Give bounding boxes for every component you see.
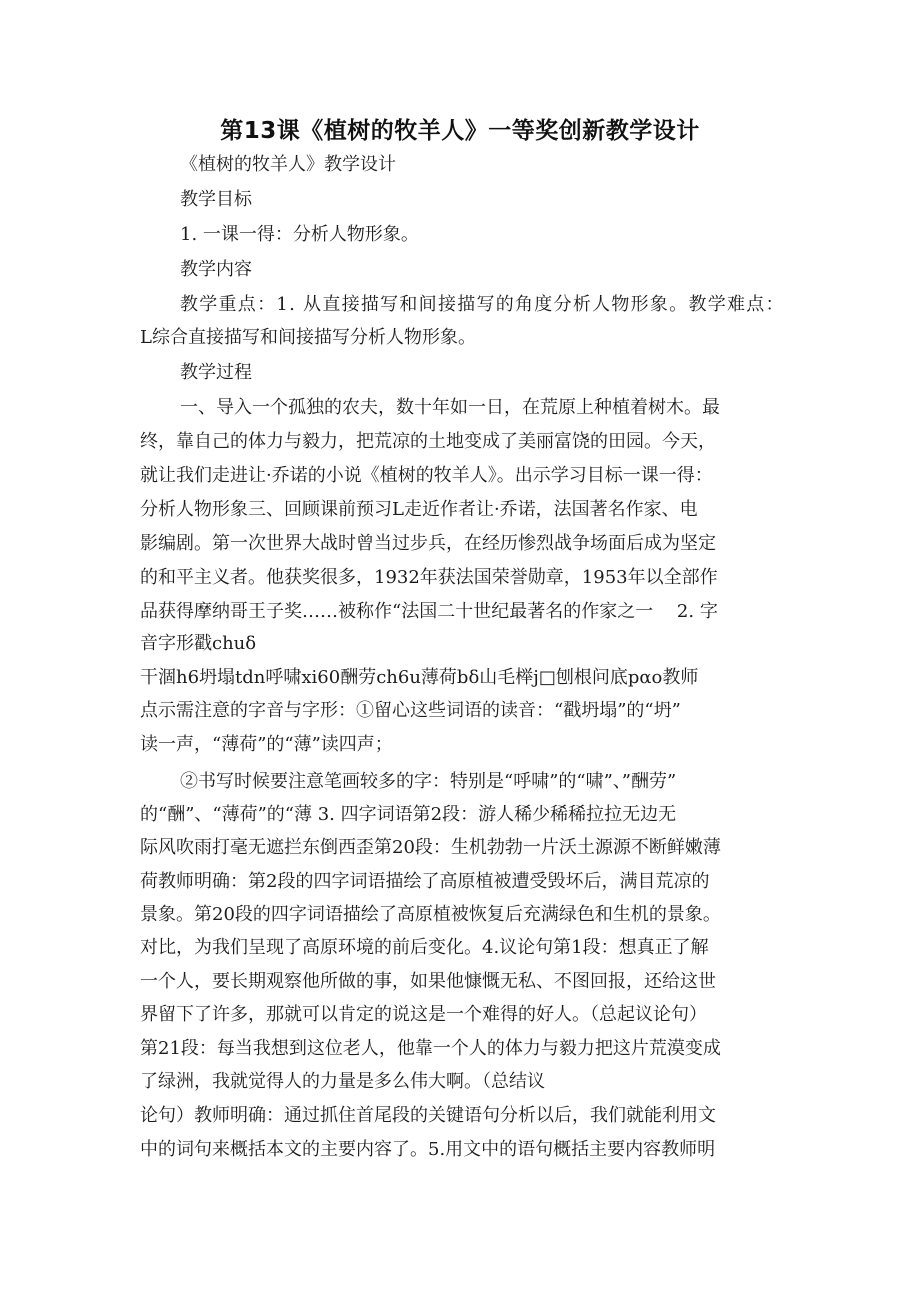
section-heading: 教学内容	[180, 259, 252, 280]
section-heading: 教学过程	[180, 362, 252, 383]
paragraph-line: 影编剧。第一次世界大战时曾当过步兵，在经历惨烈战争场面后成为坚定	[140, 533, 716, 554]
paragraph-line: 教学重点：1. 从直接描写和间接描写的角度分析人物形象。教学难点：	[180, 294, 785, 315]
paragraph-line: 景象。第20段的四字词语描绘了高原植被恢复后充满绿色和生机的景象。	[140, 904, 721, 925]
paragraph-line: 一、导入一个孤独的农夫，数十年如一日，在荒原上种植着树木。最	[180, 397, 720, 418]
paragraph-line: 读一声，“薄荷”的“薄”读四声；	[140, 734, 393, 755]
paragraph-line: 了绿洲，我就觉得人的力量是多么伟大啊。（总结议	[140, 1071, 545, 1092]
paragraph-line: 终，靠自己的体力与毅力，把荒凉的土地变成了美丽富饶的田园。今天，	[140, 431, 716, 452]
paragraph-line: 1. 一课一得：分析人物形象。	[180, 224, 419, 245]
document-title: 第13课《植树的牧羊人》一等奖创新教学设计	[220, 118, 700, 144]
paragraph-line: 分析人物形象三、回顾课前预习L走近作者让·乔诺，法国著名作家、电	[140, 499, 698, 520]
paragraph-line: 论句）教师明确：通过抓住首尾段的关键语句分析以后，我们就能利用文	[140, 1105, 716, 1126]
paragraph-line: 的和平主义者。他获奖很多，1932年获法国荣誉勋章，1953年以全部作	[140, 567, 718, 588]
paragraph-line: 际风吹雨打毫无遮拦东倒西歪第20段：生机勃勃一片沃土源源不断鲜嫩薄	[140, 837, 721, 858]
paragraph-line: ②书写时候要注意笔画较多的字：特别是“呼啸”的“啸”、”酬劳”	[180, 771, 677, 792]
paragraph-line: 品获得摩纳哥王子奖……被称作“法国二十世纪最著名的作家之一 2. 字	[140, 601, 718, 622]
paragraph-line: 界留下了许多，那就可以肯定的说这是一个难得的好人。（总起议论句）	[140, 1004, 707, 1025]
paragraph-line: 对比，为我们呈现了高原环境的前后变化。4.议论句第1段：想真正了解	[140, 937, 709, 958]
paragraph-line: 第21段：每当我想到这位老人，他靠一个人的体力与毅力把这片荒漠变成	[140, 1038, 721, 1059]
paragraph-line: 点示需注意的字音与字形：①留心这些词语的读音：“戳坍塌”的“坍”	[140, 700, 681, 721]
paragraph-line: 荷教师明确：第2段的四字词语描绘了高原植被遭受毁坏后，满目荒凉的	[140, 871, 710, 892]
paragraph-line: 一个人，要长期观察他所做的事，如果他慷慨无私、不图回报，还给这世	[140, 971, 716, 992]
paragraph-line: 就让我们走进让·乔诺的小说《植树的牧羊人》。出示学习目标一课一得：	[140, 465, 713, 486]
paragraph-line: 的“酬”、“薄荷”的“薄 3. 四字词语第2段：游人稀少稀稀拉拉无边无	[140, 804, 677, 825]
section-heading: 教学目标	[180, 189, 252, 210]
paragraph-line: 中的词句来概括本文的主要内容了。5.用文中的语句概括主要内容教师明	[140, 1139, 716, 1160]
subtitle-line: 《植树的牧羊人》教学设计	[180, 154, 396, 175]
paragraph-line: 音字形戳chuδ	[140, 633, 257, 654]
paragraph-line: L综合直接描写和间接描写分析人物形象。	[140, 327, 476, 348]
paragraph-line: 干涸h6坍塌tdn呼啸xi60酬劳ch6u薄荷bδ山毛榉j□刨根问底pαo教师	[140, 667, 699, 688]
